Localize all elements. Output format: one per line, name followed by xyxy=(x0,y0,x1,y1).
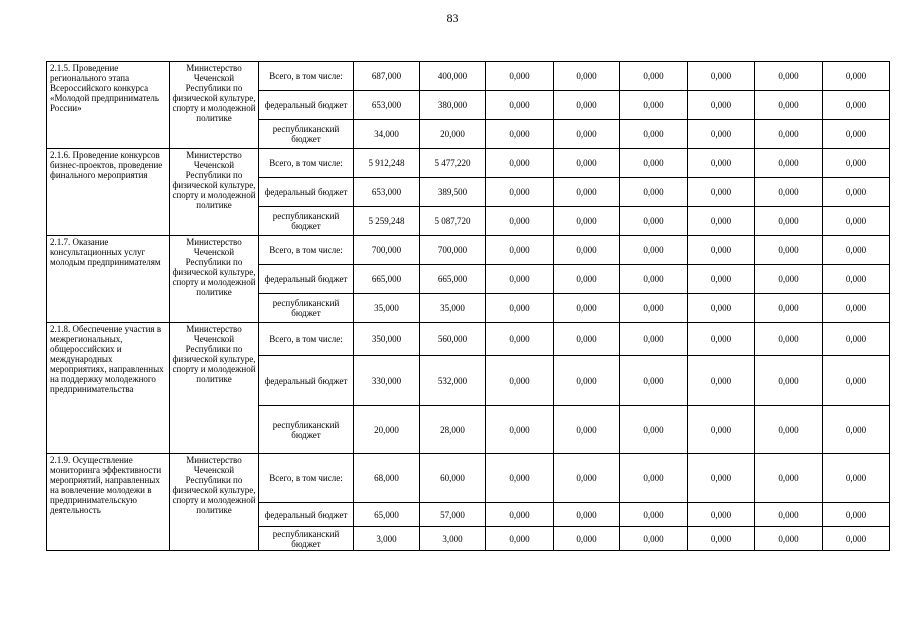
amount-cell: 3,000 xyxy=(354,527,420,551)
amount-cell: 389,500 xyxy=(420,178,486,207)
amount-cell: 0,000 xyxy=(688,356,755,406)
amount-cell: 0,000 xyxy=(554,294,620,323)
executor-cell: Министерство Чеченской Республики по физической культуре, спорту и молодежной политике xyxy=(170,236,259,323)
amount-cell: 687,000 xyxy=(354,62,420,91)
amount-cell: 0,000 xyxy=(688,265,755,294)
amount-cell: 0,000 xyxy=(486,503,554,527)
amount-cell: 0,000 xyxy=(755,265,823,294)
amount-cell: 0,000 xyxy=(823,207,890,236)
amount-cell: 0,000 xyxy=(486,527,554,551)
amount-cell: 0,000 xyxy=(620,91,688,120)
amount-cell: 0,000 xyxy=(620,265,688,294)
amount-cell: 0,000 xyxy=(486,323,554,356)
funding-source-cell: республиканский бюджет xyxy=(259,120,354,149)
funding-source-cell: республиканский бюджет xyxy=(259,294,354,323)
amount-cell: 0,000 xyxy=(554,406,620,454)
amount-cell: 653,000 xyxy=(354,178,420,207)
amount-cell: 350,000 xyxy=(354,323,420,356)
amount-cell: 665,000 xyxy=(420,265,486,294)
amount-cell: 0,000 xyxy=(688,294,755,323)
amount-cell: 0,000 xyxy=(554,527,620,551)
page-number: 83 xyxy=(446,11,459,25)
amount-cell: 560,000 xyxy=(420,323,486,356)
funding-source-cell: федеральный бюджет xyxy=(259,91,354,120)
amount-cell: 0,000 xyxy=(486,207,554,236)
amount-cell: 35,000 xyxy=(354,294,420,323)
amount-cell: 35,000 xyxy=(420,294,486,323)
amount-cell: 0,000 xyxy=(554,454,620,503)
amount-cell: 0,000 xyxy=(823,527,890,551)
amount-cell: 0,000 xyxy=(554,356,620,406)
funding-source-cell: Всего, в том числе: xyxy=(259,236,354,265)
amount-cell: 0,000 xyxy=(755,149,823,178)
amount-cell: 0,000 xyxy=(620,207,688,236)
table-row xyxy=(47,323,890,356)
amount-cell: 0,000 xyxy=(688,323,755,356)
amount-cell: 0,000 xyxy=(755,236,823,265)
amount-cell: 5 087,720 xyxy=(420,207,486,236)
amount-cell: 330,000 xyxy=(354,356,420,406)
amount-cell: 0,000 xyxy=(554,91,620,120)
funding-source-cell: федеральный бюджет xyxy=(259,265,354,294)
amount-cell: 0,000 xyxy=(755,207,823,236)
amount-cell: 0,000 xyxy=(554,503,620,527)
amount-cell: 0,000 xyxy=(486,62,554,91)
amount-cell: 0,000 xyxy=(755,527,823,551)
executor-cell: Министерство Чеченской Республики по физической культуре, спорту и молодежной политике xyxy=(170,149,259,236)
amount-cell: 0,000 xyxy=(620,454,688,503)
amount-cell: 380,000 xyxy=(420,91,486,120)
funding-source-cell: Всего, в том числе: xyxy=(259,62,354,91)
funding-source-cell: федеральный бюджет xyxy=(259,503,354,527)
amount-cell: 0,000 xyxy=(755,356,823,406)
amount-cell: 60,000 xyxy=(420,454,486,503)
amount-cell: 0,000 xyxy=(620,323,688,356)
amount-cell: 0,000 xyxy=(823,406,890,454)
amount-cell: 0,000 xyxy=(620,406,688,454)
amount-cell: 0,000 xyxy=(554,323,620,356)
funding-source-cell: республиканский бюджет xyxy=(259,207,354,236)
amount-cell: 0,000 xyxy=(620,62,688,91)
amount-cell: 0,000 xyxy=(755,323,823,356)
amount-cell: 0,000 xyxy=(823,356,890,406)
amount-cell: 0,000 xyxy=(486,91,554,120)
amount-cell: 0,000 xyxy=(486,356,554,406)
amount-cell: 0,000 xyxy=(620,120,688,149)
executor-cell: Министерство Чеченской Республики по физической культуре, спорту и молодежной политике xyxy=(170,454,259,551)
amount-cell: 532,000 xyxy=(420,356,486,406)
amount-cell: 653,000 xyxy=(354,91,420,120)
executor-cell: Министерство Чеченской Республики по физической культуре, спорту и молодежной политике xyxy=(170,62,259,149)
amount-cell: 400,000 xyxy=(420,62,486,91)
amount-cell: 57,000 xyxy=(420,503,486,527)
amount-cell: 0,000 xyxy=(755,62,823,91)
amount-cell: 0,000 xyxy=(823,503,890,527)
table-row xyxy=(47,149,890,178)
executor-cell: Министерство Чеченской Республики по физической культуре, спорту и молодежной политике xyxy=(170,323,259,454)
amount-cell: 0,000 xyxy=(554,120,620,149)
amount-cell: 0,000 xyxy=(486,236,554,265)
amount-cell: 28,000 xyxy=(420,406,486,454)
table-row xyxy=(47,454,890,503)
budget-table xyxy=(46,61,890,551)
amount-cell: 0,000 xyxy=(688,527,755,551)
amount-cell: 34,000 xyxy=(354,120,420,149)
amount-cell: 5 259,248 xyxy=(354,207,420,236)
amount-cell: 0,000 xyxy=(755,91,823,120)
amount-cell: 0,000 xyxy=(486,178,554,207)
table-row xyxy=(47,62,890,91)
amount-cell: 0,000 xyxy=(486,406,554,454)
amount-cell: 0,000 xyxy=(755,178,823,207)
amount-cell: 0,000 xyxy=(688,120,755,149)
amount-cell: 0,000 xyxy=(620,178,688,207)
amount-cell: 0,000 xyxy=(688,454,755,503)
amount-cell: 0,000 xyxy=(554,265,620,294)
amount-cell: 5 477,220 xyxy=(420,149,486,178)
amount-cell: 0,000 xyxy=(688,91,755,120)
amount-cell: 0,000 xyxy=(823,454,890,503)
amount-cell: 0,000 xyxy=(823,323,890,356)
amount-cell: 20,000 xyxy=(354,406,420,454)
amount-cell: 0,000 xyxy=(554,236,620,265)
measure-name-cell: 2.1.5. Проведение регионального этапа Всероссийского конкурса «Молодой предприниматель России» xyxy=(47,62,170,149)
measure-name-cell: 2.1.6. Проведение конкурсов бизнес-проектов, проведение финального мероприятия xyxy=(47,149,170,236)
funding-source-cell: республиканский бюджет xyxy=(259,406,354,454)
amount-cell: 0,000 xyxy=(823,178,890,207)
amount-cell: 0,000 xyxy=(755,294,823,323)
amount-cell: 0,000 xyxy=(554,149,620,178)
amount-cell: 700,000 xyxy=(354,236,420,265)
funding-source-cell: Всего, в том числе: xyxy=(259,323,354,356)
amount-cell: 5 912,248 xyxy=(354,149,420,178)
amount-cell: 20,000 xyxy=(420,120,486,149)
funding-source-cell: Всего, в том числе: xyxy=(259,454,354,503)
amount-cell: 0,000 xyxy=(823,265,890,294)
table-row xyxy=(47,236,890,265)
amount-cell: 665,000 xyxy=(354,265,420,294)
amount-cell: 0,000 xyxy=(755,503,823,527)
measure-name-cell: 2.1.8. Обеспечение участия в межрегиональных, общероссийских и международных мероприятиях, направленных на поддержку молодежного предпринимательства xyxy=(47,323,170,454)
amount-cell: 0,000 xyxy=(823,120,890,149)
amount-cell: 0,000 xyxy=(823,236,890,265)
amount-cell: 0,000 xyxy=(688,503,755,527)
amount-cell: 0,000 xyxy=(755,454,823,503)
amount-cell: 0,000 xyxy=(688,406,755,454)
amount-cell: 0,000 xyxy=(688,207,755,236)
measure-name-cell: 2.1.9. Осуществление мониторинга эффективности мероприятий, направленных на вовлечение молодежи в предпринимательскую деятельность xyxy=(47,454,170,551)
amount-cell: 0,000 xyxy=(755,406,823,454)
amount-cell: 0,000 xyxy=(486,294,554,323)
funding-source-cell: республиканский бюджет xyxy=(259,527,354,551)
amount-cell: 0,000 xyxy=(620,527,688,551)
amount-cell: 0,000 xyxy=(486,149,554,178)
amount-cell: 0,000 xyxy=(755,120,823,149)
amount-cell: 0,000 xyxy=(620,149,688,178)
amount-cell: 0,000 xyxy=(486,120,554,149)
amount-cell: 0,000 xyxy=(823,149,890,178)
amount-cell: 0,000 xyxy=(620,356,688,406)
amount-cell: 0,000 xyxy=(823,91,890,120)
amount-cell: 0,000 xyxy=(688,62,755,91)
amount-cell: 700,000 xyxy=(420,236,486,265)
amount-cell: 0,000 xyxy=(823,294,890,323)
amount-cell: 0,000 xyxy=(554,62,620,91)
funding-source-cell: Всего, в том числе: xyxy=(259,149,354,178)
funding-source-cell: федеральный бюджет xyxy=(259,356,354,406)
amount-cell: 0,000 xyxy=(823,62,890,91)
amount-cell: 3,000 xyxy=(420,527,486,551)
funding-source-cell: федеральный бюджет xyxy=(259,178,354,207)
amount-cell: 0,000 xyxy=(688,178,755,207)
amount-cell: 0,000 xyxy=(688,149,755,178)
amount-cell: 0,000 xyxy=(620,503,688,527)
amount-cell: 0,000 xyxy=(554,178,620,207)
amount-cell: 68,000 xyxy=(354,454,420,503)
measure-name-cell: 2.1.7. Оказание консультационных услуг молодым предпринимателям xyxy=(47,236,170,323)
amount-cell: 0,000 xyxy=(486,454,554,503)
amount-cell: 0,000 xyxy=(620,294,688,323)
amount-cell: 0,000 xyxy=(688,236,755,265)
amount-cell: 65,000 xyxy=(354,503,420,527)
amount-cell: 0,000 xyxy=(486,265,554,294)
amount-cell: 0,000 xyxy=(554,207,620,236)
amount-cell: 0,000 xyxy=(620,236,688,265)
